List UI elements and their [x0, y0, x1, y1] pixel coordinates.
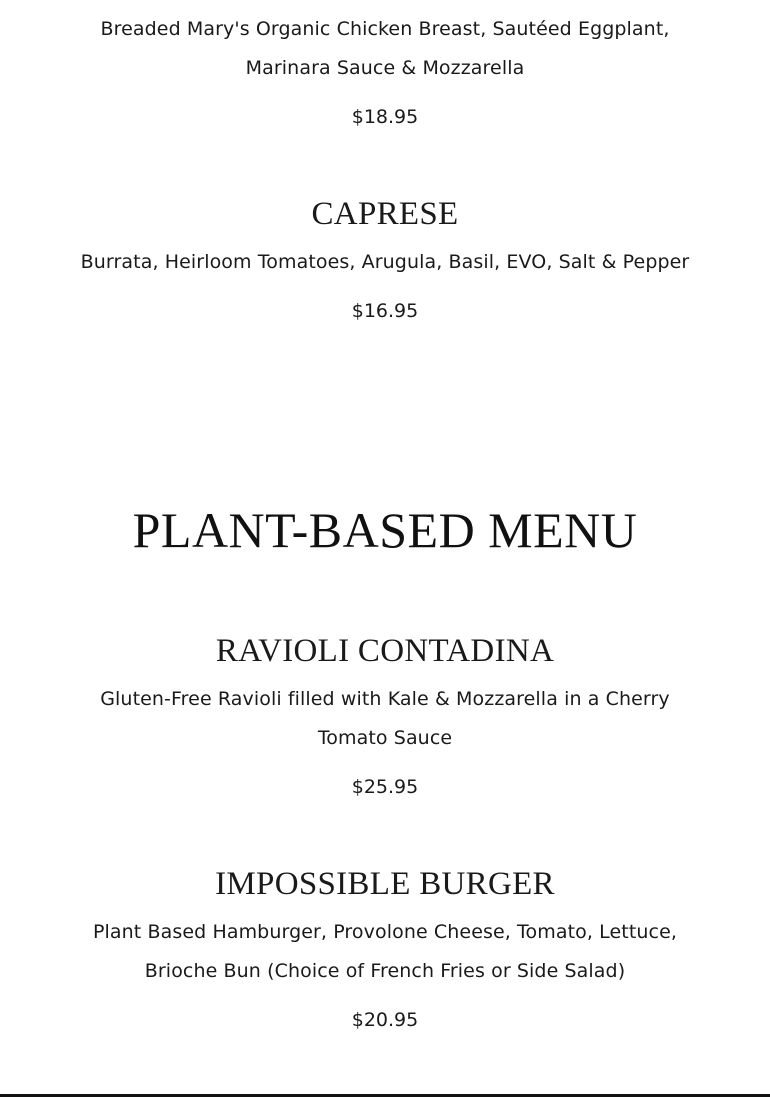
description-line: Marinara Sauce & Mozzarella [245, 57, 525, 79]
description-line: Burrata, Heirloom Tomatoes, Arugula, Basil, EVO, Salt & Pepper [80, 251, 690, 273]
menu-item-title: IMPOSSIBLE BURGER [215, 866, 555, 902]
menu-item-title: CAPRESE [311, 196, 459, 232]
menu-item-price: $16.95 [351, 300, 419, 322]
description-line: Plant Based Hamburger, Provolone Cheese, Tomato, Lettuce, [92, 921, 678, 943]
menu-item-title: RAVIOLI CONTADINA [215, 633, 555, 669]
menu-item-description [0, 680, 770, 758]
description-line: Tomato Sauce [317, 727, 453, 749]
menu-item-description [0, 913, 770, 991]
section-title: PLANT-BASED MENU [132, 502, 638, 558]
menu-item-description [0, 243, 770, 282]
description-line: Brioche Bun (Choice of French Fries or Side Salad) [144, 960, 626, 982]
description-line: Gluten-Free Ravioli filled with Kale & Mozzarella in a Cherry [100, 688, 670, 710]
menu-item-price: $18.95 [351, 106, 419, 128]
menu-item-price: $25.95 [351, 776, 419, 798]
menu-item-description [0, 10, 770, 88]
description-line: Breaded Mary's Organic Chicken Breast, Sautéed Eggplant, [100, 18, 670, 40]
menu-item-price: $20.95 [351, 1009, 419, 1031]
